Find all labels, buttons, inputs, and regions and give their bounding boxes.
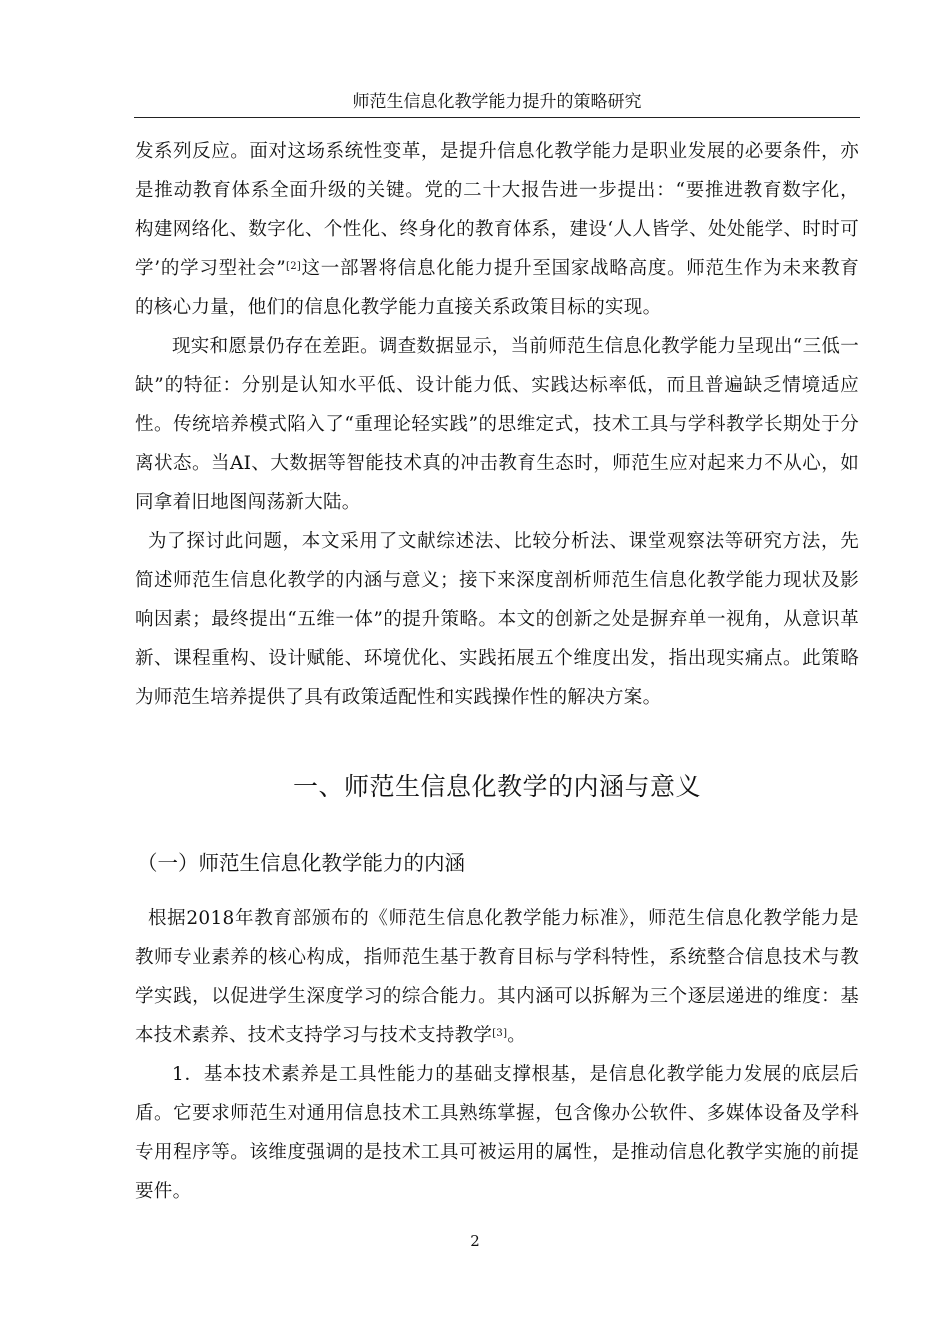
paragraph-4 [135,899,859,1055]
running-header [134,90,860,118]
paragraph-3: 为了探讨此问题，本文采用了文献综述法、比较分析法、课堂观察法等研究方法，先简述师范生信息化教学的内涵与意义；接下来深度剖析师范生信息化教学能力现状及影响因素；最终提出“五维一体”的提升策略。本文的创新之处是摒弃单一视角，从意识革新、课程重构、设计赋能、环境优化、实践拓展五个维度出发，指出现实痛点。此策略为师范生培养提供了具有政策适配性和实践操作性的解决方案。 [135,531,859,708]
page-number: 2 [470,1232,480,1250]
page-body [135,132,859,1211]
paragraph-1 [135,132,859,327]
section-heading-1: 一、师范生信息化教学的内涵与意义 [292,772,701,801]
paragraph-2: 现实和愿景仍存在差距。调查数据显示，当前师范生信息化教学能力呈现出“三低一缺”的特征：分别是认知水平低、设计能力低、实践达标率低，而且普遍缺乏情境适应性。传统培养模式陷入了“重理论轻实践”的思维定式，技术工具与学科教学长期处于分离状态。当AI、大数据等智能技术真的冲击教育生态时，师范生应对起来力不从心，如同拿着旧地图闯荡新大陆。 [135,336,859,513]
paragraph-1-text: 发系列反应。面对这场系统性变革，是提升信息化教学能力是职业发展的必要条件，亦是推动教育体系全面升级的关键。党的二十大报告进一步提出：“要推进教育数字化，构建网络化、数字化、个性化、终身化的教育体系，建设‘人人皆学、处处能学、时时可学’的学习型社会” [135,141,859,279]
paragraph-4-text: 根据2018年教育部颁布的《师范生信息化教学能力标准》，师范生信息化教学能力是教师专业素养的核心构成，指师范生基于教育目标与学科特性，系统整合信息技术与教学实践，以促进学生深度学习的综合能力。其内涵可以拆解为三个逐层递进的维度：基本技术素养、技术支持学习与技术支持教学 [135,908,859,1046]
citation-3: [3] [492,1028,508,1039]
subsection-heading-1: （一）师范生信息化教学能力的内涵 [137,851,465,875]
paragraph-4-tail: 。 [507,1025,527,1046]
paragraph-5: 1．基本技术素养是工具性能力的基础支撑根基，是信息化教学能力发展的底层后盾。它要求师范生对通用信息技术工具熟练掌握，包含像办公软件、多媒体设备及学科专用程序等。该维度强调的是技术工具可被运用的属性，是推动信息化教学实施的前提要件。 [135,1064,859,1202]
running-header-title: 师范生信息化教学能力提升的策略研究 [352,92,642,112]
citation-2: [2] [286,261,302,272]
paragraph-1-tail: 这一部署将信息化能力提升至国家战略高度。师范生作为未来教育的核心力量，他们的信息化教学能力直接关系政策目标的实现。 [135,258,860,318]
